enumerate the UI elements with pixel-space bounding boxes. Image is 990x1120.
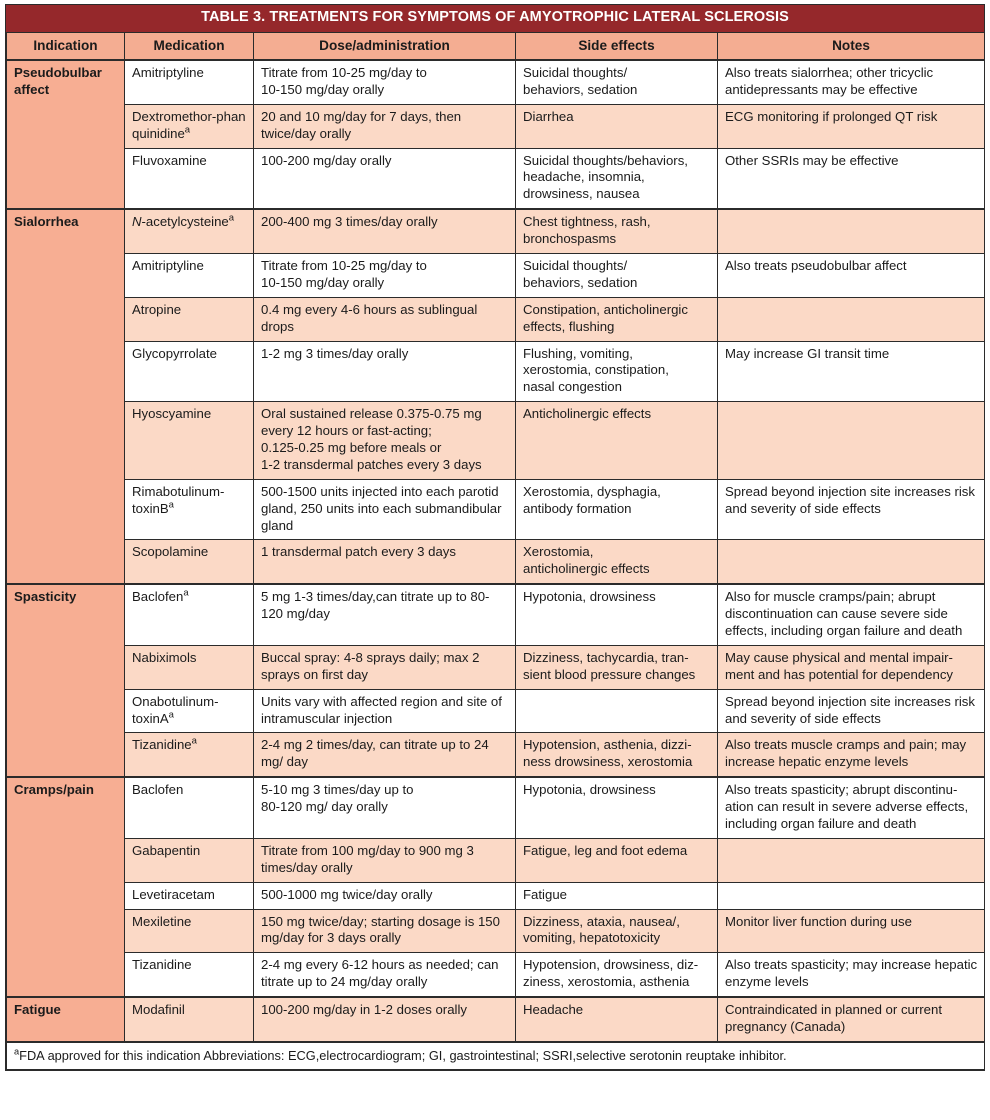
dose-cell: 5 mg 1-3 times/day,can titrate up to 80-120 mg/day [254, 584, 516, 645]
table-row [7, 689, 985, 733]
side-effects-cell: Xerostomia, anticholinergic effects [516, 540, 718, 584]
footnote-marker: a [168, 499, 174, 511]
column-header-dose: Dose/administration [254, 33, 516, 60]
dose-cell: Oral sustained release 0.375-0.75 mg every 12 hours or fast-acting; 0.125-0.25 mg before meals or 1-2 transdermal patches every 3 days [254, 402, 516, 480]
notes-cell: Spread beyond injection site increases risk and severity of side effects [718, 479, 985, 540]
dose-cell: 2-4 mg 2 times/day, can titrate up to 24 mg/ day [254, 733, 516, 777]
notes-cell: Contraindicated in planned or current pregnancy (Canada) [718, 997, 985, 1042]
side-effects-cell: Fatigue, leg and foot edema [516, 838, 718, 882]
footnote-marker: a [184, 124, 191, 136]
notes-cell [718, 297, 985, 341]
medication-cell: Amitriptyline [125, 60, 254, 104]
indication-cell: Sialorrhea [7, 209, 125, 584]
dose-cell: Titrate from 10-25 mg/day to 10-150 mg/day orally [254, 60, 516, 104]
table-row [7, 297, 985, 341]
treatments-table-container [5, 4, 985, 1071]
medication-cell: Baclofen$^a$ [125, 584, 254, 645]
side-effects-cell: Dizziness, tachycardia, tran-sient blood pressure changes [516, 645, 718, 689]
notes-cell: Spread beyond injection site increases risk and severity of side effects [718, 689, 985, 733]
side-effects-cell: Fatigue [516, 882, 718, 909]
table-row [7, 733, 985, 777]
dose-cell: 150 mg twice/day; starting dosage is 150 mg/day for 3 days orally [254, 909, 516, 953]
table-row [7, 645, 985, 689]
medication-cell: Tizanidine$^a$ [125, 733, 254, 777]
dose-cell: 5-10 mg 3 times/day up to 80-120 mg/ day orally [254, 777, 516, 838]
notes-cell: May cause physical and mental impair-ment and has potential for dependency [718, 645, 985, 689]
dose-cell: 500-1000 mg twice/day orally [254, 882, 516, 909]
notes-cell: Also treats sialorrhea; other tricyclic antidepressants may be effective [718, 60, 985, 104]
medication-cell: Levetiracetam [125, 882, 254, 909]
medication-cell: Scopolamine [125, 540, 254, 584]
notes-cell [718, 540, 985, 584]
side-effects-cell: Headache [516, 997, 718, 1042]
medication-cell: Fluvoxamine [125, 148, 254, 209]
table-row [7, 584, 985, 645]
medication-cell: N-acetylcysteine$^a$ [125, 209, 254, 253]
table-row [7, 997, 985, 1042]
medication-cell: Mexiletine [125, 909, 254, 953]
dose-cell: 100-200 mg/day orally [254, 148, 516, 209]
notes-cell: Also for muscle cramps/pain; abrupt discontinuation can cause severe side effects, including organ failure and death [718, 584, 985, 645]
footnote-marker: a [228, 212, 235, 224]
table-row [7, 60, 985, 104]
dose-cell: 1-2 mg 3 times/day orally [254, 341, 516, 402]
notes-cell [718, 882, 985, 909]
table-row [7, 104, 985, 148]
table-row [7, 953, 985, 997]
notes-cell: Other SSRIs may be effective [718, 148, 985, 209]
side-effects-cell: Hypotension, asthenia, dizzi-ness drowsiness, xerostomia [516, 733, 718, 777]
dose-cell: Buccal spray: 4-8 sprays daily; max 2 sprays on first day [254, 645, 516, 689]
dose-cell: Units vary with affected region and site of intramuscular injection [254, 689, 516, 733]
column-header-notes: Notes [718, 33, 985, 60]
footnote-marker: a [14, 1046, 20, 1057]
dose-cell: 500-1500 units injected into each parotid gland, 250 units into each submandibular gland [254, 479, 516, 540]
medication-cell: Glycopyrrolate [125, 341, 254, 402]
notes-cell [718, 402, 985, 480]
notes-cell: Monitor liver function during use [718, 909, 985, 953]
side-effects-cell: Dizziness, ataxia, nausea/, vomiting, hepatotoxicity [516, 909, 718, 953]
table-row [7, 209, 985, 253]
side-effects-cell: Chest tightness, rash, bronchospasms [516, 209, 718, 253]
medication-cell: Onabotulinum-toxinA$^a$ [125, 689, 254, 733]
footnote-row [7, 1042, 985, 1070]
footnote-marker: a [168, 709, 174, 721]
side-effects-cell: Constipation, anticholinergic effects, flushing [516, 297, 718, 341]
footnote-marker: a [191, 736, 197, 748]
notes-cell: Also treats spasticity; may increase hepatic enzyme levels [718, 953, 985, 997]
notes-cell [718, 209, 985, 253]
medication-cell: Hyoscyamine [125, 402, 254, 480]
side-effects-cell: Suicidal thoughts/behaviors, headache, insomnia, drowsiness, nausea [516, 148, 718, 209]
indication-cell: Pseudobulbar affect [7, 60, 125, 209]
table-row [7, 838, 985, 882]
side-effects-cell: Hypotension, drowsiness, diz-ziness, xerostomia, asthenia [516, 953, 718, 997]
table-row [7, 402, 985, 480]
notes-cell: May increase GI transit time [718, 341, 985, 402]
dose-cell: 100-200 mg/day in 1-2 doses orally [254, 997, 516, 1042]
notes-cell: ECG monitoring if prolonged QT risk [718, 104, 985, 148]
indication-cell: Spasticity [7, 584, 125, 777]
side-effects-cell: Anticholinergic effects [516, 402, 718, 480]
column-header-medication: Medication [125, 33, 254, 60]
table-row [7, 777, 985, 838]
header-row [7, 33, 985, 60]
table-body [7, 60, 985, 1070]
medication-cell: Amitriptyline [125, 253, 254, 297]
dose-cell: 0.4 mg every 4-6 hours as sublingual drops [254, 297, 516, 341]
medication-cell: Baclofen [125, 777, 254, 838]
side-effects-cell: Flushing, vomiting, xerostomia, constipation, nasal congestion [516, 341, 718, 402]
medication-cell: Tizanidine [125, 953, 254, 997]
indication-cell: Fatigue [7, 997, 125, 1042]
table-row [7, 882, 985, 909]
medication-cell: Gabapentin [125, 838, 254, 882]
table-row [7, 341, 985, 402]
side-effects-cell: Diarrhea [516, 104, 718, 148]
table-row [7, 540, 985, 584]
dose-cell: Titrate from 100 mg/day to 900 mg 3 times/day orally [254, 838, 516, 882]
medication-cell: Nabiximols [125, 645, 254, 689]
notes-cell [718, 838, 985, 882]
side-effects-cell: Suicidal thoughts/ behaviors, sedation [516, 60, 718, 104]
notes-cell: Also treats pseudobulbar affect [718, 253, 985, 297]
notes-cell: Also treats spasticity; abrupt discontinu-ation can result in severe adverse effects, including organ failure and death [718, 777, 985, 838]
table-header [7, 33, 985, 60]
dose-cell: 20 and 10 mg/day for 7 days, then twice/day orally [254, 104, 516, 148]
column-header-indication: Indication [7, 33, 125, 60]
medication-cell: Modafinil [125, 997, 254, 1042]
side-effects-cell: Hypotonia, drowsiness [516, 777, 718, 838]
medication-cell: Rimabotulinum-toxinB$^a$ [125, 479, 254, 540]
table-row [7, 253, 985, 297]
table-row [7, 479, 985, 540]
dose-cell: 2-4 mg every 6-12 hours as needed; can titrate up to 24 mg/day orally [254, 953, 516, 997]
side-effects-cell: Suicidal thoughts/ behaviors, sedation [516, 253, 718, 297]
treatments-table [6, 33, 985, 1070]
dose-cell: 200-400 mg 3 times/day orally [254, 209, 516, 253]
table-footnote: $^a$FDA approved for this indication Abbreviations: ECG,electrocardiogram; GI, gastrointestinal; SSRI,selective serotonin reuptake inhibitor. [7, 1042, 985, 1070]
dose-cell: Titrate from 10-25 mg/day to 10-150 mg/day orally [254, 253, 516, 297]
indication-cell: Cramps/pain [7, 777, 125, 997]
dose-cell: 1 transdermal patch every 3 days [254, 540, 516, 584]
side-effects-cell [516, 689, 718, 733]
notes-cell: Also treats muscle cramps and pain; may increase hepatic enzyme levels [718, 733, 985, 777]
medication-cell: Atropine [125, 297, 254, 341]
table-row [7, 148, 985, 209]
side-effects-cell: Hypotonia, drowsiness [516, 584, 718, 645]
medication-cell: Dextromethor-phan quinidine$^a$ [125, 104, 254, 148]
table-row [7, 909, 985, 953]
table-title: TABLE 3. TREATMENTS FOR SYMPTOMS OF AMYOTROPHIC LATERAL SCLEROSIS [6, 5, 984, 33]
side-effects-cell: Xerostomia, dysphagia, antibody formation [516, 479, 718, 540]
column-header-side-effects: Side effects [516, 33, 718, 60]
footnote-marker: a [183, 587, 189, 599]
